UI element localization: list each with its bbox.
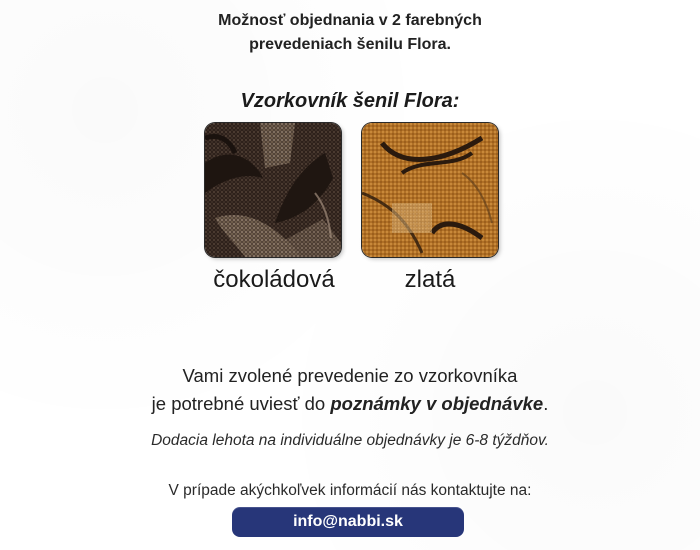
headline <box>0 9 700 57</box>
swatch-gold[interactable] <box>362 123 498 257</box>
instructions-line-2-prefix: je potrebné uviesť do <box>151 393 331 414</box>
email-button[interactable]: info@nabbi.sk <box>232 507 464 537</box>
delivery-note: Dodacia lehota na individuálne objednávky je 6-8 týždňov. <box>151 432 549 449</box>
instructions-line-1: Vami zvolené prevedenie zo vzorkovníka <box>182 365 518 386</box>
catalog-title: Vzorkovník šenil Flora: <box>240 90 460 112</box>
swatch-label-chocolate: čokoládová <box>213 266 335 293</box>
order-note-emphasis: poznámky v objednávke <box>330 393 544 414</box>
headline-line-1: Možnosť objednania v 2 farebných <box>218 12 482 29</box>
instructions <box>0 362 700 418</box>
instructions-line-2 <box>0 390 700 418</box>
contact-text: V prípade akýchkoľvek informácií nás kontaktujte na: <box>168 482 532 499</box>
swatch-label-gold: zlatá <box>404 266 456 293</box>
gold-fabric-image <box>362 123 498 257</box>
chocolate-fabric-image <box>205 123 341 257</box>
swatch-chocolate[interactable] <box>205 123 341 257</box>
instructions-line-2-suffix: . <box>543 393 549 414</box>
headline-line-2: prevedeniach šenilu Flora. <box>249 36 451 53</box>
